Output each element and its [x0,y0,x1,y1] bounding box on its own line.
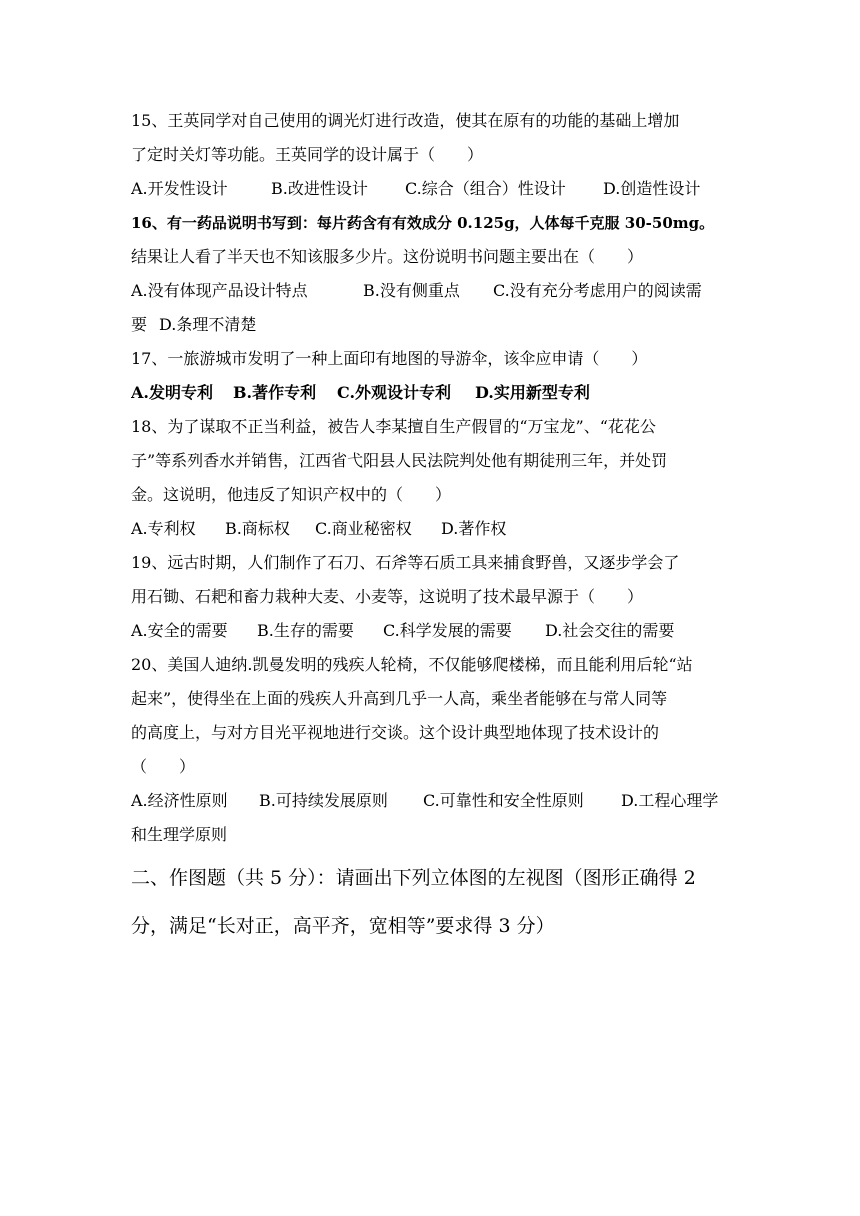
question-17-options [131,376,741,410]
question-17 [131,342,741,410]
question-15-stem-line-1: 15、王英同学对自己使用的调光灯进行改造，使其在原有的功能的基础上增加 [131,111,680,130]
question-19 [131,546,741,648]
question-20-stem-line-1: 20、美国人迪纳.凯曼发明的残疾人轮椅，不仅能够爬楼梯，而且能利用后轮“站 [131,655,693,674]
question-19-stem-line-1: 19、远古时期，人们制作了石刀、石斧等石质工具来捕食野兽，又逐步学会了 [131,553,680,572]
option-b: B.没有侧重点 [363,281,460,300]
question-20-options-line-1 [131,784,741,818]
option-a: A.安全的需要 [131,621,228,640]
option-a: A.没有体现产品设计特点 [131,281,308,300]
question-15-stem-line-2: 了定时关灯等功能。王英同学的设计属于（ ） [131,145,484,164]
question-16-stem-line-2: 结果让人看了半天也不知该服多少片。这份说明书问题主要出在（ ） [131,247,644,266]
option-c: C.综合（组合）性设计 [405,179,566,198]
question-19-options [131,614,741,648]
question-16-options-line-1 [131,274,741,308]
option-d: D.工程心理学 [621,791,719,810]
option-c: C.商业秘密权 [315,519,412,538]
option-c: C.可靠性和安全性原则 [423,791,584,810]
option-a: A.发明专利 [131,383,213,402]
question-17-stem-line-1: 17、一旅游城市发明了一种上面印有地图的导游伞，该伞应申请（ ） [131,349,648,368]
option-c-continued: 要 [131,315,148,334]
option-b: B.商标权 [225,519,290,538]
question-15-options [131,172,741,206]
option-d: D.社会交往的需要 [545,621,675,640]
option-b: B.可持续发展原则 [259,791,388,810]
question-20-stem-line-4: （ ） [131,757,196,776]
section-2-heading-line-2: 分，满足“长对正，高平齐，宽相等”要求得 3 分） [131,915,555,937]
option-d: D.著作权 [441,519,507,538]
option-c: C.外观设计专利 [337,383,452,402]
option-a: A.专利权 [131,519,196,538]
option-b: B.生存的需要 [257,621,354,640]
exam-page [131,104,741,950]
question-20-options-line-2: 和生理学原则 [131,825,228,844]
question-20-stem-line-3: 的高度上，与对方目光平视地进行交谈。这个设计典型地体现了技术设计的 [131,723,660,742]
option-c: C.科学发展的需要 [383,621,512,640]
question-20 [131,648,741,852]
question-19-stem-line-2: 用石锄、石耙和畜力栽种大麦、小麦等，这说明了技术最早源于（ ） [131,587,644,606]
section-2-drawing [131,854,741,950]
question-18-options [131,512,741,546]
option-d: D.条理不清楚 [159,315,257,334]
option-d: D.创造性设计 [603,179,701,198]
section-2-heading-line-1: 二、作图题（共 5 分）：请画出下列立体图的左视图（图形正确得 2 [131,867,696,889]
option-a: A.开发性设计 [131,179,228,198]
question-16-options-line-2 [131,308,741,342]
option-b: B.著作专利 [233,383,317,402]
option-a: A.经济性原则 [131,791,228,810]
question-15 [131,104,741,206]
question-18-stem-line-3: 金。这说明，他违反了知识产权中的（ ） [131,485,452,504]
option-d: D.实用新型专利 [475,383,590,402]
question-18-stem-line-1: 18、为了谋取不正当利益，被告人李某擅自生产假冒的“万宝龙”、“花花公 [131,417,656,436]
option-c: C.没有充分考虑用户的阅读需 [493,281,702,300]
question-16-stem-line-1: 16、有一药品说明书写到：每片药含有有效成分 0.125g，人体每千克服 30-50mg。 [131,214,715,232]
question-20-stem-line-2: 起来”，使得坐在上面的残疾人升高到几乎一人高，乘坐者能够在与常人同等 [131,689,668,708]
option-b: B.改进性设计 [271,179,368,198]
question-18 [131,410,741,546]
question-18-stem-line-2: 子”等系列香水并销售，江西省弋阳县人民法院判处他有期徒刑三年，并处罚 [131,451,668,470]
question-16 [131,206,741,342]
